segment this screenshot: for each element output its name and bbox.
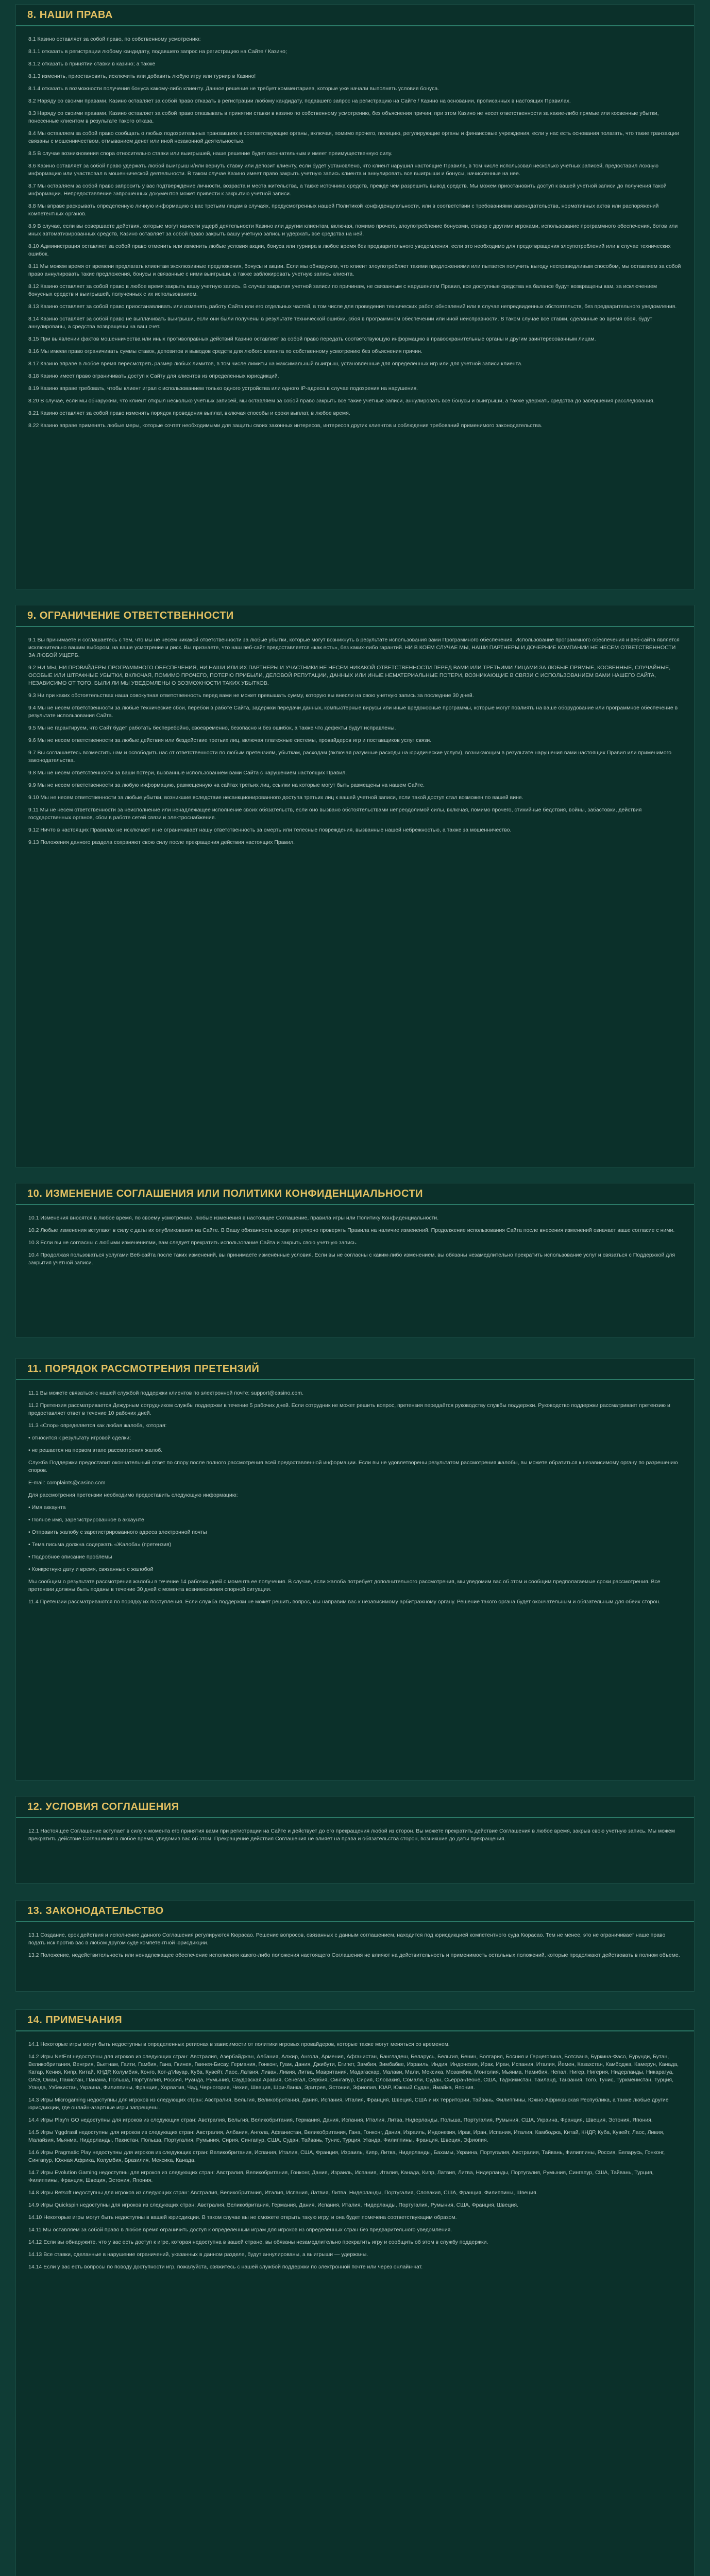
paragraph: 14.4 Игры Play'n GO недоступны для игроков из следующих стран: Австралия, Бельгия, Великобритания, Германия, Дания, Испания, Италия, Литва, Нидерланды, Польша, Португалия, Румыния, США, Украина, Франция, Швеция, Эстония, Япония.: [28, 2117, 653, 2123]
paragraph: 14.6 Игры Pragmatic Play недоступны для игроков из следующих стран: Великобритания, Испания, Италия, США, Франция, Израиль, Кипр, Литва, Нидерланды, Бахамы, Украина, Португалия, Австралия, Тайвань, Филиппины, Россия, Беларусь, Гонконг, Сингапур, Южная Африка, Колумбия, Бразилия, Мексика, Канада.: [28, 2149, 665, 2163]
paragraph: 8.20 В случае, если мы обнаружим, что клиент открыл несколько учетных записей, мы оставляем за собой право закрыть все такие учетные записи, аннулировать все бонусы и выигрыши, а также удержать средства до завершения расследования.: [28, 398, 655, 404]
paragraph: 14.10 Некоторые игры могут быть недоступны в вашей юрисдикции. В таком случае вы не сможете открыть такую игру, и она будет помечена соответствующим образом.: [28, 2214, 457, 2221]
section-notes: [15, 2009, 695, 2576]
paragraph: • Подробное описание проблемы: [28, 1554, 112, 1560]
paragraph: 14.11 Мы оставляем за собой право в любое время ограничить доступ к определенным играм для игроков из определенных стран без предварительного уведомления.: [28, 2227, 452, 2233]
paragraph: 9.8 Мы не несем ответственности за ваши потери, вызванные использованием вами Сайта с нарушением настоящих Правил.: [28, 770, 347, 776]
paragraph: 8.15 При выявлении фактов мошенничества или иных противоправных действий Казино оставляет за собой право передать соответствующую информацию в правоохранительные органы и другим заинтересованным лицам.: [28, 336, 596, 342]
paragraph: • относится к результату игровой сделки;: [28, 1435, 131, 1441]
paragraph: 13.2 Положение, недействительность или ненадлежащее обеспечение исполнения какого-либо положения настоящего Соглашения не влияют на действительность и применимость остальных положений, которые продолжают действовать в полном объеме.: [28, 1952, 680, 1958]
section-title: 11. ПОРЯДОК РАССМОТРЕНИЯ ПРЕТЕНЗИЙ: [27, 1363, 260, 1375]
paragraph: • Тема письма должна содержать «Жалоба» (претензия): [28, 1541, 172, 1548]
paragraph: 14.7 Игры Evolution Gaming недоступны для игроков из следующих стран: Австралия, Великобритания, Гонконг, Дания, Израиль, Испания, Италия, Канада, Кипр, Латвия, Литва, Нидерланды, Португалия, Румыния, Сингапур, США, Тайвань, Турция, Филиппины, Франция, Швеция, Эстония, Япония.: [28, 2170, 654, 2183]
section-complaints: [15, 1358, 695, 1781]
section-liability: [15, 605, 695, 1167]
section-body: [16, 627, 694, 859]
paragraph: 8.5 В случае возникновения спора относительно ставки или выигрышей, наше решение будет окончательным и имеет преимущественную силу.: [28, 150, 393, 157]
paragraph: 13.1 Создание, срок действия и исполнение данного Соглашения регулируются Кюрасао. Решение вопросов, связанных с данным соглашением, находится под юрисдикцией компетентного суда Кюрасао. Тем не менее, это не ограничивает наше право подать иск против вас в любом другом суде компетентной юрисдикции.: [28, 1932, 666, 1946]
section-header: [16, 1797, 694, 1818]
paragraph: 14.8 Игры Betsoft недоступны для игроков из следующих стран: Австралия, Великобритания, Италия, Испания, Латвия, Литва, Нидерланды, Португалия, Словакия, США, Франция, Филиппины, Швеция.: [28, 2190, 538, 2196]
paragraph: E-mail: complaints@casino.com: [28, 1480, 106, 1486]
section-header: [16, 1183, 694, 1205]
section-title: 14. ПРИМЕЧАНИЯ: [27, 2014, 123, 2026]
paragraph: 9.10 Мы не несем ответственности за любые убытки, возникшие вследствие несанкционированного доступа третьих лиц к вашей учетной записи, если такой доступ стал возможен по вашей вине.: [28, 794, 523, 801]
paragraph: 11.3 «Спор» определяется как любая жалоба, которая:: [28, 1422, 167, 1429]
paragraph: 10.2 Любые изменения вступают в силу с даты их опубликования на Сайте. В Вашу обязанность входит регулярно проверять Правила на наличие изменений. Продолжение использования Сайта после внесения изменений означает ваше согласие с ними.: [28, 1227, 675, 1233]
paragraph: 14.3 Игры Microgaming недоступны для игроков из следующих стран: Австралия, Бельгия, Великобритания, Дания, Испания, Италия, Франция, Швеция, США и их территории, Тайвань, Филиппины, Южно-Африканская Республика, а также любые другие юрисдикции, где онлайн-азартные игры запрещены.: [28, 2097, 669, 2111]
paragraph: 8.1.1 отказать в регистрации любому кандидату, подавшего запрос на регистрацию на Сайте / Казино;: [28, 48, 287, 55]
paragraph: 9.2 НИ МЫ, НИ ПРОВАЙДЕРЫ ПРОГРАММНОГО ОБЕСПЕЧЕНИЯ, НИ НАШИ ИЛИ ИХ ПАРТНЕРЫ И УЧАСТНИКИ НЕ НЕСЕМ НИКАКОЙ ОТВЕТСТВЕННОСТИ ПЕРЕД ВАМИ ИЛИ ТРЕТЬИМИ ЛИЦАМИ ЗА ЛЮБЫЕ ПРЯМЫЕ, КОСВЕННЫЕ, СЛУЧАЙНЫЕ, ОСОБЫЕ ИЛИ ШТРАФНЫЕ УБЫТКИ, ВКЛЮЧАЯ, ПОМИМО ПРОЧЕГО, ПОТЕРЮ ПРИБЫЛИ, ДЕЛОВОЙ РЕПУТАЦИИ, ДАННЫХ ИЛИ ИНЫЕ НЕМАТЕРИАЛЬНЫЕ ПОТЕРИ, ВОЗНИКАЮЩИЕ В СВЯЗИ С ИСПОЛЬЗОВАНИЕМ ВАМИ НАШЕГО САЙТА, НЕЗАВИСИМО ОТ ТОГО, БЫЛИ ЛИ МЫ УВЕДОМЛЕНЫ О ВОЗМОЖНОСТИ ТАКИХ УБЫТКОВ.: [28, 665, 671, 686]
paragraph: • не решается на первом этапе рассмотрения жалоб.: [28, 1447, 163, 1453]
paragraph: 8.12 Казино оставляет за собой право в любое время закрыть вашу учетную запись. В случае закрытия учетной записи по причинам, не связанным с нарушением Правил, все доступные средства на балансе будут возвращены вам, за исключением бонусных средств и выигрышей, полученных с их использованием.: [28, 283, 657, 297]
paragraph: 10.1 Изменения вносятся в любое время, по своему усмотрению, любые изменения в настоящее Соглашение, правила игры или Политику Конфиденциальности.: [28, 1215, 439, 1221]
section-changes: [15, 1183, 695, 1337]
section-rights: [15, 4, 695, 589]
paragraph: • Имя аккаунта: [28, 1504, 66, 1511]
paragraph: 8.2 Наряду со своими правами, Казино оставляет за собой право отказать в регистрации любому кандидату, подавшего запрос на регистрацию на Сайте / Казино на основании, прописанных в настоящих Правилах.: [28, 98, 571, 104]
paragraph: 8.19 Казино вправе требовать, чтобы клиент играл с использованием только одного устройства или одного IP-адреса в случае подозрения на нарушения.: [28, 385, 418, 392]
section-header: [16, 2010, 694, 2031]
paragraph: 9.3 Ни при каких обстоятельствах наша совокупная ответственность перед вами не может превышать сумму, которую вы внесли на свою учетную запись за последние 30 дней.: [28, 692, 474, 699]
paragraph: 8.21 Казино оставляет за собой право изменять порядок проведения выплат, включая способы и сроки выплат, в любое время.: [28, 410, 350, 416]
section-title: 12. УСЛОВИЯ СОГЛАШЕНИЯ: [27, 1801, 179, 1812]
paragraph: Служба Поддержки предоставит окончательный ответ по спору после полного рассмотрения всей предоставленной информации. Если вы не удовлетворены результатом рассмотрения жалобы, вы можете обратиться к независимому органу по разрешению споров.: [28, 1460, 678, 1473]
section-law: [15, 1900, 695, 1992]
paragraph: 8.4 Мы оставляем за собой право сообщать о любых подозрительных транзакциях в соответствующие органы, включая, помимо прочего, полицию, регулирующие органы и финансовые учреждения, если у нас есть основания полагать, что такие транзакции связаны с мошенничеством, отмыванием денег или иной незаконной деятельностью.: [28, 130, 679, 144]
section-title: 13. ЗАКОНОДАТЕЛЬСТВО: [27, 1905, 164, 1917]
paragraph: 9.5 Мы не гарантируем, что Сайт будет работать бесперебойно, своевременно, безопасно и без ошибок, а также что дефекты будут исправлены.: [28, 725, 396, 731]
section-header: [16, 1901, 694, 1922]
section-title: 10. ИЗМЕНЕНИЕ СОГЛАШЕНИЯ ИЛИ ПОЛИТИКИ КОНФИДЕНЦИАЛЬНОСТИ: [27, 1188, 423, 1199]
paragraph: Мы сообщим о результате рассмотрения жалобы в течение 14 рабочих дней с момента ее получения. В случае, если жалоба потребует дополнительного рассмотрения, мы уведомим вас об этом и сообщим предполагаемые сроки рассмотрения. Все претензии должны быть поданы в течение 30 дней с момента возникновения спорной ситуации.: [28, 1579, 661, 1592]
paragraph: 8.13 Казино оставляет за собой право приостанавливать или изменять работу Сайта или его отдельных частей, в том числе для проведения технических работ, обновлений или в случае непредвиденных обстоятельств, без предварительного уведомления.: [28, 303, 677, 310]
paragraph: 8.1.2 отказать в принятии ставки в казино; а также: [28, 61, 156, 67]
paragraph: 8.14 Казино оставляет за собой право не выплачивать выигрыши, если они были получены в результате технической ошибки, сбоя в программном обеспечении или иной неисправности. В таком случае все ставки, сделанные во время сбоя, будут аннулированы, а средства возвращены на ваш счет.: [28, 316, 652, 330]
section-header: [16, 605, 694, 627]
paragraph: 8.1.3 изменить, приостановить, исключить или добавить любую игру или турнир в Казино!: [28, 73, 256, 79]
paragraph: 9.6 Мы не несем ответственности за любые действия или бездействие третьих лиц, включая платежные системы, провайдеров игр и поставщиков услуг связи.: [28, 737, 432, 743]
paragraph: Для рассмотрения претензии необходимо предоставить следующую информацию:: [28, 1492, 238, 1498]
paragraph: 8.17 Казино вправе в любое время пересмотреть размер любых лимитов, в том числе лимиты на максимальный выигрыш, установленные для определенных игр или для учетной записи клиента.: [28, 361, 523, 367]
paragraph: 8.11 Мы можем время от времени предлагать клиентам эксклюзивные предложения, бонусы и акции. Если мы обнаружим, что клиент злоупотребляет такими предложениями или пытается получить выгоду несправедливым способом, мы оставляем за собой право аннулировать такие предложения, бонусы и связанные с ними выигрыши, а также заблокировать учетную запись клиента.: [28, 263, 681, 277]
paragraph: 9.12 Ничто в настоящих Правилах не исключает и не ограничивает нашу ответственность за смерть или телесные повреждения, вызванные нашей небрежностью, а также за мошенничество.: [28, 827, 512, 833]
paragraph: • Отправить жалобу с зарегистрированного адреса электронной почты: [28, 1529, 207, 1535]
section-terms: [15, 1796, 695, 1884]
section-body: [16, 1205, 694, 1280]
paragraph: 9.9 Мы не несем ответственности за любую информацию, размещенную на сайтах третьих лиц, ссылки на которые могут быть размещены на нашем Сайте.: [28, 782, 425, 788]
paragraph: 14.9 Игры Quickspin недоступны для игроков из следующих стран: Австралия, Великобритания, Германия, Дания, Испания, Италия, Нидерланды, Португалия, Румыния, США, Франция, Швеция.: [28, 2202, 518, 2208]
section-header: [16, 1359, 694, 1380]
paragraph: 8.10 Администрация оставляет за собой право отменить или изменить любые условия акции, бонуса или турнира в любое время без предварительного уведомления, если это необходимо для предотвращения злоупотреблений или в случае технических ошибок.: [28, 243, 671, 257]
section-body: [16, 26, 694, 443]
paragraph: 11.2 Претензия рассматривается Дежурным сотрудником службы поддержки в течение 5 рабочих дней. Если сотрудник не может решить вопрос, претензия передаётся руководству службы поддержки. Руководство поддержки рассматривает претензию и предоставляет ответ в течение 10 рабочих дней.: [28, 1402, 670, 1416]
paragraph: 8.16 Мы имеем право ограничивать суммы ставок, депозитов и выводов средств для любого клиента по собственному усмотрению без объяснения причин.: [28, 348, 422, 354]
paragraph: 8.9 В случае, если вы совершаете действия, которые могут нанести ущерб деятельности Казино или другим клиентам, включая, помимо прочего, злоупотребление бонусами, сговор с другими игроками, использование программного обеспечения, ботов или иных автоматизированных средств, Казино оставляет за собой право закрыть вашу учетную запись и удержать все средства на ней.: [28, 223, 678, 237]
paragraph: 8.1 Казино оставляет за собой право, по собственному усмотрению:: [28, 36, 201, 42]
paragraph: 9.11 Мы не несем ответственности за неисполнение или ненадлежащее исполнение своих обязательств, если оно вызвано обстоятельствами непреодолимой силы, включая, помимо прочего, стихийные бедствия, войны, забастовки, действия государственных органов, сбои в работе сетей связи и электроснабжения.: [28, 807, 642, 821]
section-header: [16, 5, 694, 26]
paragraph: • Конкретную дату и время, связанные с жалобой: [28, 1566, 154, 1572]
paragraph: 14.13 Все ставки, сделанные в нарушение ограничений, указанных в данном разделе, будут аннулированы, а выигрыши — удержаны.: [28, 2251, 368, 2258]
paragraph: 14.5 Игры Yggdrasil недоступны для игроков из следующих стран: Австралия, Албания, Ангола, Афганистан, Великобритания, Гана, Гонконг, Дания, Израиль, Индонезия, Ирак, Иран, Испания, Италия, Камбоджа, Китай, КНДР, Куба, Кувейт, Лаос, Ливия, Малайзия, Мьянма, Нидерланды, Пакистан, Польша, Португалия, Румыния, Сирия, Сингапур, США, Судан, Тайвань, Тунис, Турция, Уганда, Филиппины, Франция, Швеция, Эфиопия.: [28, 2129, 665, 2143]
section-title: 8. НАШИ ПРАВА: [27, 9, 113, 21]
section-title: 9. ОГРАНИЧЕНИЕ ОТВЕТСТВЕННОСТИ: [27, 609, 234, 621]
section-body: [16, 1922, 694, 1972]
paragraph: 8.3 Наряду со своими правами, Казино оставляет за собой право отказывать в принятии ставки в казино по собственному усмотрению, без объяснения причин; при этом Казино не несет ответственности за какие-либо прямые или косвенные убытки, понесенные клиентом в результате такого отказа.: [28, 110, 659, 124]
paragraph: 8.22 Казино вправе применять любые меры, которые сочтет необходимыми для защиты своих законных интересов, интересов других клиентов и соблюдения требований применимого законодательства.: [28, 422, 543, 429]
paragraph: 14.2 Игры NetEnt недоступны для игроков из следующих стран: Австралия, Азербайджан, Албания, Алжир, Ангола, Армения, Афганистан, Бангладеш, Беларусь, Бельгия, Бенин, Болгария, Босния и Герцеговина, Ботсвана, Буркина-Фасо, Бурунди, Бутан, Великобритания, Венгрия, Вьетнам, Гаити, Гамбия, Гана, Гвинея, Гвинея-Бисау, Германия, Гонконг, Гуам, Дания, Джибути, Египет, Замбия, Зимбабве, Израиль, Индия, Индонезия, Ирак, Иран, Испания, Италия, Йемен, Казахстан, Камбоджа, Камерун, Канада, Катар, Кения, Кипр, Китай, КНДР, Колумбия, Конго, Кот-д’Ивуар, Куба, Кувейт, Лаос, Латвия, Ливан, Ливия, Литва, Мавритания, Мадагаскар, Малави, Мали, Мексика, Мозамбик, Монголия, Мьянма, Намибия, Непал, Нигер, Нигерия, Нидерланды, Никарагуа, ОАЭ, Оман, Пакистан, Панама, Польша, Португалия, Россия, Руанда, Румыния, Саудовская Аравия, Сенегал, Сербия, Сингапур, Сирия, Словакия, Сомали, Судан, Сьерра-Леоне, США, Таджикистан, Таиланд, Танзания, Того, Тунис, Туркменистан, Турция, Уганда, Узбекистан, Украина, Филиппины, Франция, Хорватия, Чад, Черногория, Чехия, Швеция, Шри-Ланка, Эритрея, Эстония, Эфиопия, ЮАР, Южный Судан, Ямайка, Япония.: [28, 2054, 679, 2091]
paragraph: 8.7 Мы оставляем за собой право запросить у вас подтверждение личности, возраста и места жительства, а также источника средств, прежде чем разрешить вывод средств. Мы можем приостановить доступ к вашей учетной записи до получения такой информации. Непредоставление запрошенных документов может привести к закрытию учетной записи.: [28, 183, 667, 197]
paragraph: 9.1 Вы принимаете и соглашаетесь с тем, что мы не несем никакой ответственности за любые убытки, которые могут возникнуть в результате использования вами Программного обеспечения. Использование программного обеспечения и веб-сайта является исключительно вашим выбором, на ваше усмотрение и риск. Вы признаете, что наш веб-сайт предоставляется «как есть», без каких-либо гарантий. НИ В КОЕМ СЛУЧАЕ МЫ, НАШИ ПАРТНЕРЫ И ДОЧЕРНИЕ КОМПАНИИ НЕ НЕСЕМ ОТВЕТСТВЕННОСТИ ЗА ЛЮБОЙ УЩЕРБ.: [28, 637, 680, 658]
paragraph: 10.4 Продолжая пользоваться услугами Веб-сайта после таких изменений, вы принимаете изменённые условия. Если вы не согласны с каким-либо изменением, вы обязаны незамедлительно прекратить использование услуг и связаться с Поддержкой для закрытия учетной записи.: [28, 1252, 675, 1266]
paragraph: 11.1 Вы можете связаться с нашей службой поддержки клиентов по электронной почте: support@casino.com.: [28, 1390, 304, 1396]
paragraph: 9.4 Мы не несем ответственности за любые технические сбои, перебои в работе Сайта, задержки передачи данных, компьютерные вирусы или иные вредоносные программы, которые могут повлиять на ваше оборудование или программное обеспечение в результате использования Сайта.: [28, 705, 678, 719]
paragraph: 8.1.4 отказать в возможности получения бонуса какому-либо клиенту. Данное решение не требует комментариев, которые уже начали выполнять условия бонуса.: [28, 86, 439, 92]
paragraph: 8.6 Казино оставляет за собой право удержать любой выигрыш и/или вернуть ставку или депозит клиенту, если будет установлено, что клиент нарушил настоящие Правила, в том числе использовал несколько учетных записей, предоставил ложную информацию или участвовал в мошеннической деятельности. В таком случае Казино имеет право закрыть учетную запись клиента и аннулировать все выигрыши и бонусы, начисленные на нее.: [28, 163, 659, 177]
section-body: [16, 1818, 694, 1856]
paragraph: • Полное имя, зарегистрированное в аккаунте: [28, 1517, 144, 1523]
section-body: [16, 2031, 694, 2284]
paragraph: 14.14 Если у вас есть вопросы по поводу доступности игр, пожалуйста, свяжитесь с нашей службой поддержки по электронной почте или через онлайн-чат.: [28, 2264, 423, 2270]
paragraph: 8.8 Мы вправе раскрывать определенную личную информацию о вас третьим лицам в случаях, предусмотренных нашей Политикой конфиденциальности, или в соответствии с требованиями законодательства, нормативных актов или распоряжений компетентных органов.: [28, 203, 659, 217]
paragraph: 11.4 Претензии рассматриваются по порядку их поступления. Если служба поддержки не может решить вопрос, мы направим вас к независимому арбитражному органу. Решение такого органа будет окончательным и обязательным для обеих сторон.: [28, 1599, 661, 1605]
paragraph: 12.1 Настоящее Соглашение вступает в силу с момента его принятия вами при регистрации на Сайте и действует до его прекращения любой из сторон. Вы можете прекратить действие Соглашения в любое время, закрыв свою учетную запись. Мы можем прекратить действие Соглашения в любое время, уведомив вас об этом. Прекращение действия Соглашения не влияет на права и обязательства сторон, возникшие до даты прекращения.: [28, 1828, 675, 1842]
paragraph: 9.13 Положения данного раздела сохраняют свою силу после прекращения действия настоящих Правил.: [28, 839, 295, 845]
paragraph: 14.12 Если вы обнаружите, что у вас есть доступ к игре, которая недоступна в вашей стране, вы обязаны незамедлительно прекратить игру и сообщить об этом в службу поддержки.: [28, 2239, 488, 2245]
paragraph: 8.18 Казино имеет право ограничивать доступ к Сайту для клиентов из определенных юрисдикций.: [28, 373, 279, 379]
paragraph: 14.1 Некоторые игры могут быть недоступны в определенных регионах в зависимости от политики игровых провайдеров, которые также могут меняться со временем.: [28, 2041, 450, 2047]
paragraph: 9.7 Вы соглашаетесь возместить нам и освободить нас от ответственности по любым претензиям, убыткам, расходам (включая разумные расходы на юридические услуги), возникающим в результате нарушения вами настоящих Правил или применимого законодательства.: [28, 750, 672, 764]
paragraph: 10.3 Если вы не согласны с любыми изменениями, вам следует прекратить использование Сайта и закрыть свою учетную запись.: [28, 1240, 358, 1246]
section-body: [16, 1380, 694, 1619]
